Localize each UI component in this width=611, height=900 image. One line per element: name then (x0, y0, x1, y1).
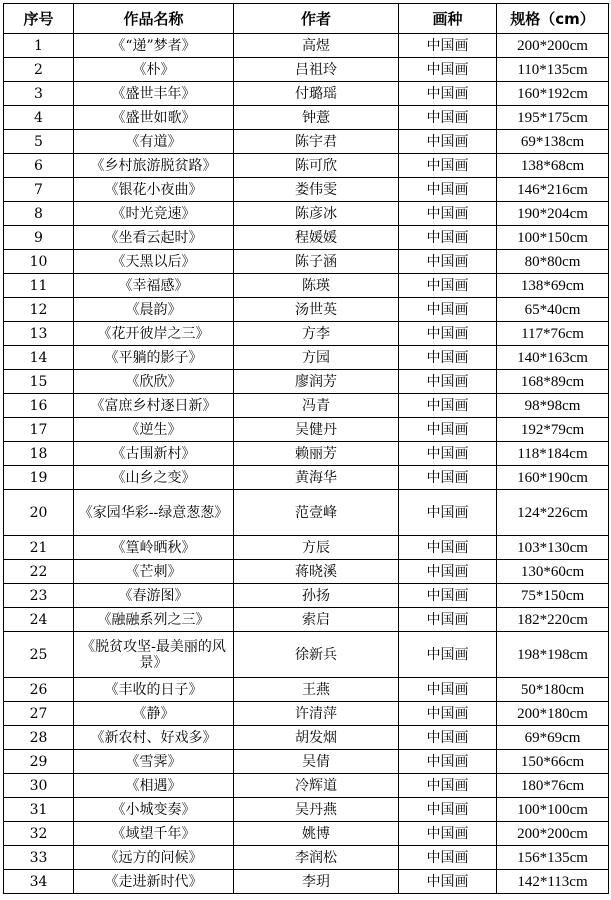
table-row (4, 322, 609, 346)
cell-title: 《雪霁》 (74, 750, 234, 774)
cell-author: 钟薏 (234, 106, 399, 130)
cell-medium: 中国画 (399, 846, 497, 870)
table-row (4, 584, 609, 608)
cell-author: 许清萍 (234, 702, 399, 726)
cell-medium: 中国画 (399, 678, 497, 702)
cell-title: 《篁岭晒秋》 (74, 536, 234, 560)
cell-title: 《花开彼岸之三》 (74, 322, 234, 346)
table-row (4, 750, 609, 774)
cell-size: 190*204cm (497, 202, 609, 226)
cell-medium: 中国画 (399, 34, 497, 58)
cell-medium: 中国画 (399, 154, 497, 178)
cell-medium: 中国画 (399, 608, 497, 632)
cell-number: 24 (4, 608, 74, 632)
cell-size: 69*138cm (497, 130, 609, 154)
cell-medium: 中国画 (399, 632, 497, 678)
cell-number: 30 (4, 774, 74, 798)
cell-size: 138*69cm (497, 274, 609, 298)
cell-medium: 中国画 (399, 418, 497, 442)
cell-number: 6 (4, 154, 74, 178)
cell-size: 168*89cm (497, 370, 609, 394)
cell-author: 吴健丹 (234, 418, 399, 442)
cell-size: 117*76cm (497, 322, 609, 346)
cell-number: 19 (4, 466, 74, 490)
table-row (4, 298, 609, 322)
cell-title: 《芒刺》 (74, 560, 234, 584)
cell-medium: 中国画 (399, 274, 497, 298)
cell-title: 《融融系列之三》 (74, 608, 234, 632)
cell-number: 5 (4, 130, 74, 154)
cell-title: 《富庶乡村逐日新》 (74, 394, 234, 418)
cell-number: 10 (4, 250, 74, 274)
cell-medium: 中国画 (399, 702, 497, 726)
cell-size: 103*130cm (497, 536, 609, 560)
cell-author: 付璐瑶 (234, 82, 399, 106)
cell-number: 11 (4, 274, 74, 298)
cell-size: 124*226cm (497, 490, 609, 536)
cell-title: 《坐看云起时》 (74, 226, 234, 250)
cell-medium: 中国画 (399, 130, 497, 154)
cell-title: 《有道》 (74, 130, 234, 154)
cell-author: 汤世英 (234, 298, 399, 322)
cell-title: 《域望千年》 (74, 822, 234, 846)
cell-size: 110*135cm (497, 58, 609, 82)
cell-number: 2 (4, 58, 74, 82)
cell-title: 《小城变奏》 (74, 798, 234, 822)
cell-size: 180*76cm (497, 774, 609, 798)
cell-author: 冯青 (234, 394, 399, 418)
cell-medium: 中国画 (399, 490, 497, 536)
cell-author: 姚博 (234, 822, 399, 846)
header-row (4, 4, 609, 34)
cell-number: 21 (4, 536, 74, 560)
table-row (4, 870, 609, 894)
cell-number: 12 (4, 298, 74, 322)
cell-medium: 中国画 (399, 370, 497, 394)
cell-author: 冷辉道 (234, 774, 399, 798)
cell-number: 28 (4, 726, 74, 750)
cell-size: 118*184cm (497, 442, 609, 466)
cell-size: 138*68cm (497, 154, 609, 178)
cell-medium: 中国画 (399, 322, 497, 346)
cell-number: 9 (4, 226, 74, 250)
cell-author: 李润松 (234, 846, 399, 870)
table-row (4, 154, 609, 178)
cell-author: 方园 (234, 346, 399, 370)
cell-number: 1 (4, 34, 74, 58)
table-row (4, 822, 609, 846)
header-author: 作者 (234, 4, 399, 34)
cell-number: 15 (4, 370, 74, 394)
cell-size: 50*180cm (497, 678, 609, 702)
cell-size: 200*200cm (497, 34, 609, 58)
cell-number: 29 (4, 750, 74, 774)
table-row (4, 846, 609, 870)
cell-author: 陈子涵 (234, 250, 399, 274)
table-row (4, 632, 609, 678)
cell-author: 范壹峰 (234, 490, 399, 536)
cell-medium: 中国画 (399, 798, 497, 822)
table-row (4, 34, 609, 58)
cell-title: 《春游图》 (74, 584, 234, 608)
cell-number: 13 (4, 322, 74, 346)
cell-author: 方辰 (234, 536, 399, 560)
cell-size: 100*100cm (497, 798, 609, 822)
cell-size: 200*180cm (497, 702, 609, 726)
cell-title: 《时光竞速》 (74, 202, 234, 226)
cell-title: 《天黑以后》 (74, 250, 234, 274)
cell-number: 18 (4, 442, 74, 466)
cell-size: 198*198cm (497, 632, 609, 678)
table-row (4, 370, 609, 394)
cell-title: 《幸福感》 (74, 274, 234, 298)
cell-size: 142*113cm (497, 870, 609, 894)
cell-medium: 中国画 (399, 82, 497, 106)
cell-number: 7 (4, 178, 74, 202)
cell-medium: 中国画 (399, 226, 497, 250)
header-title: 作品名称 (74, 4, 234, 34)
cell-medium: 中国画 (399, 726, 497, 750)
cell-medium: 中国画 (399, 870, 497, 894)
cell-number: 27 (4, 702, 74, 726)
cell-title: 《盛世如歌》 (74, 106, 234, 130)
cell-medium: 中国画 (399, 178, 497, 202)
cell-medium: 中国画 (399, 822, 497, 846)
cell-size: 98*98cm (497, 394, 609, 418)
cell-size: 65*40cm (497, 298, 609, 322)
cell-medium: 中国画 (399, 298, 497, 322)
cell-size: 69*69cm (497, 726, 609, 750)
cell-number: 25 (4, 632, 74, 678)
table-row (4, 82, 609, 106)
cell-author: 赖丽芳 (234, 442, 399, 466)
cell-author: 方李 (234, 322, 399, 346)
cell-size: 140*163cm (497, 346, 609, 370)
cell-title: 《逆生》 (74, 418, 234, 442)
table-row (4, 418, 609, 442)
cell-size: 182*220cm (497, 608, 609, 632)
cell-size: 192*79cm (497, 418, 609, 442)
cell-title: 《“递”梦者》 (74, 34, 234, 58)
cell-author: 孙扬 (234, 584, 399, 608)
cell-medium: 中国画 (399, 202, 497, 226)
cell-author: 蒋晓溪 (234, 560, 399, 584)
cell-author: 徐新兵 (234, 632, 399, 678)
cell-medium: 中国画 (399, 466, 497, 490)
cell-title: 《平躺的影子》 (74, 346, 234, 370)
artwork-table (3, 3, 609, 894)
cell-size: 75*150cm (497, 584, 609, 608)
cell-title: 《朴》 (74, 58, 234, 82)
cell-medium: 中国画 (399, 750, 497, 774)
cell-author: 李玥 (234, 870, 399, 894)
table-row (4, 178, 609, 202)
cell-author: 廖润芳 (234, 370, 399, 394)
cell-size: 160*190cm (497, 466, 609, 490)
cell-number: 22 (4, 560, 74, 584)
cell-number: 4 (4, 106, 74, 130)
cell-number: 33 (4, 846, 74, 870)
table-row (4, 466, 609, 490)
cell-medium: 中国画 (399, 394, 497, 418)
cell-author: 陈可欣 (234, 154, 399, 178)
table-row (4, 130, 609, 154)
cell-author: 吴丹燕 (234, 798, 399, 822)
cell-number: 34 (4, 870, 74, 894)
header-size: 规格（cm） (497, 4, 609, 34)
cell-medium: 中国画 (399, 442, 497, 466)
cell-size: 100*150cm (497, 226, 609, 250)
cell-title: 《盛世丰年》 (74, 82, 234, 106)
cell-title: 《丰收的日子》 (74, 678, 234, 702)
cell-number: 20 (4, 490, 74, 536)
cell-title: 《远方的问候》 (74, 846, 234, 870)
cell-title: 《乡村旅游脱贫路》 (74, 154, 234, 178)
cell-title: 《欣欣》 (74, 370, 234, 394)
cell-title: 《家园华彩--绿意葱葱》 (74, 490, 234, 536)
table-row (4, 560, 609, 584)
cell-number: 26 (4, 678, 74, 702)
cell-title: 《山乡之变》 (74, 466, 234, 490)
cell-title: 《相遇》 (74, 774, 234, 798)
table-row (4, 490, 609, 536)
cell-number: 23 (4, 584, 74, 608)
cell-author: 黄海华 (234, 466, 399, 490)
cell-number: 3 (4, 82, 74, 106)
cell-size: 80*80cm (497, 250, 609, 274)
cell-size: 150*66cm (497, 750, 609, 774)
cell-medium: 中国画 (399, 58, 497, 82)
cell-medium: 中国画 (399, 106, 497, 130)
table-row (4, 106, 609, 130)
header-medium: 画种 (399, 4, 497, 34)
table-row (4, 346, 609, 370)
cell-author: 吴倩 (234, 750, 399, 774)
table-row (4, 608, 609, 632)
cell-author: 陈宇君 (234, 130, 399, 154)
cell-author: 娄伟雯 (234, 178, 399, 202)
table-row (4, 226, 609, 250)
cell-title: 《静》 (74, 702, 234, 726)
cell-author: 索启 (234, 608, 399, 632)
cell-title: 《走进新时代》 (74, 870, 234, 894)
table-row (4, 250, 609, 274)
cell-size: 160*192cm (497, 82, 609, 106)
cell-medium: 中国画 (399, 774, 497, 798)
cell-number: 32 (4, 822, 74, 846)
cell-title: 《古围新村》 (74, 442, 234, 466)
cell-title: 《脱贫攻坚-最美丽的风景》 (74, 632, 234, 678)
cell-title: 《银花小夜曲》 (74, 178, 234, 202)
cell-title: 《晨韵》 (74, 298, 234, 322)
cell-number: 14 (4, 346, 74, 370)
cell-size: 195*175cm (497, 106, 609, 130)
cell-number: 8 (4, 202, 74, 226)
table-row (4, 726, 609, 750)
cell-number: 17 (4, 418, 74, 442)
cell-size: 200*200cm (497, 822, 609, 846)
cell-size: 146*216cm (497, 178, 609, 202)
table-row (4, 678, 609, 702)
table-row (4, 202, 609, 226)
cell-author: 陈瑛 (234, 274, 399, 298)
cell-author: 胡发烟 (234, 726, 399, 750)
cell-number: 31 (4, 798, 74, 822)
cell-author: 王燕 (234, 678, 399, 702)
cell-author: 吕祖玲 (234, 58, 399, 82)
cell-size: 130*60cm (497, 560, 609, 584)
cell-author: 高煜 (234, 34, 399, 58)
cell-author: 程媛媛 (234, 226, 399, 250)
header-number: 序号 (4, 4, 74, 34)
cell-medium: 中国画 (399, 250, 497, 274)
table-row (4, 394, 609, 418)
table-row (4, 274, 609, 298)
cell-size: 156*135cm (497, 846, 609, 870)
table-row (4, 798, 609, 822)
cell-title: 《新农村、好戏多》 (74, 726, 234, 750)
cell-medium: 中国画 (399, 536, 497, 560)
cell-medium: 中国画 (399, 346, 497, 370)
table-row (4, 58, 609, 82)
cell-medium: 中国画 (399, 584, 497, 608)
cell-number: 16 (4, 394, 74, 418)
cell-author: 陈彦冰 (234, 202, 399, 226)
table-row (4, 442, 609, 466)
table-row (4, 536, 609, 560)
table-row (4, 702, 609, 726)
table-row (4, 774, 609, 798)
cell-medium: 中国画 (399, 560, 497, 584)
